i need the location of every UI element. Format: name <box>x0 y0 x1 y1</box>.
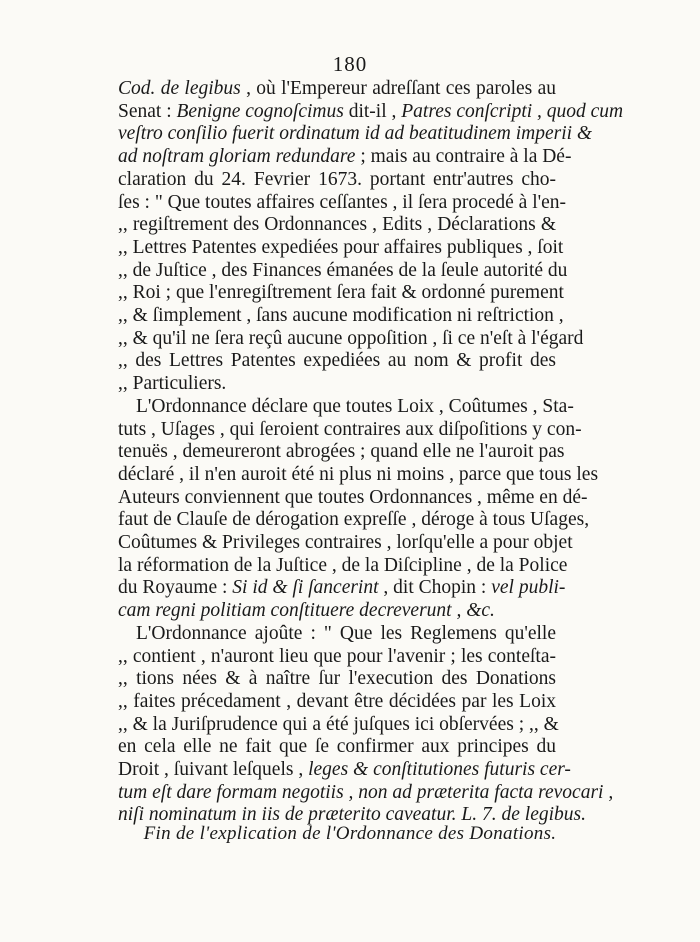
text-segment: , dit Chopin : <box>378 577 492 599</box>
latin-italic-text: Si id & ſi ſancerint <box>232 577 379 599</box>
text-line <box>118 486 588 510</box>
text-segment: ,, & ſimplement , ſans aucune modification ni reſtriction , <box>118 305 564 326</box>
text-line <box>118 191 567 215</box>
text-segment: ſes : " Que toutes affaires ceſſantes , il ſera procedé à l'en- <box>118 191 567 213</box>
text-line <box>118 599 556 623</box>
text-segment: claration du 24. Fevrier 1673. portant entr'autres cho- <box>118 168 556 190</box>
text-segment: L'Ordonnance ajoûte : " Que les Reglemens qu'elle <box>136 622 556 644</box>
latin-italic-text: Patres conſcripti , quod cum <box>401 100 624 122</box>
latin-italic-text: tum eſt dare formam negotiis , non ad præterita facta revocari , <box>118 781 614 803</box>
section-end-note: Fin de l'explication de l'Ordonnance des Donations. <box>143 823 557 844</box>
text-segment: ; mais au contraire à la Dé- <box>355 146 572 168</box>
text-line <box>118 667 556 691</box>
text-line <box>118 531 573 555</box>
text-line <box>118 168 556 192</box>
text-line <box>118 713 559 737</box>
text-segment: la réformation de la Juſtice , de la Diſcipline , de la Police <box>118 554 568 576</box>
text-line <box>118 372 556 396</box>
text-line <box>118 463 599 487</box>
text-segment: en cela elle ne fait que ſe confirmer aux principes du <box>118 736 556 758</box>
text-segment: ,, regiſtrement des Ordonnances , Edits , Déclarations & <box>118 214 556 236</box>
text-line <box>118 122 593 146</box>
text-segment: déclaré , il n'en auroit été ni plus ni moins , parce que tous les <box>118 463 599 485</box>
text-line <box>118 145 572 169</box>
text-segment: ,, tions nées & à naître ſur l'execution des Donations <box>118 668 556 690</box>
latin-italic-text: Cod. de legibus <box>118 78 241 99</box>
text-line <box>118 100 624 124</box>
text-line <box>118 418 582 442</box>
text-segment: ,, Particuliers. <box>118 373 227 395</box>
text-segment: ,, & la Juriſprudence qui a été juſques ici obſervées ; ,, & <box>118 713 559 735</box>
latin-italic-text: ad noſtram gloriam redundare <box>118 146 356 168</box>
text-segment: L'Ordonnance déclare que toutes Loix , Coûtumes , Sta- <box>136 395 574 417</box>
latin-italic-text: leges & conſtitutiones futuris cer- <box>308 759 571 780</box>
text-segment: ,, Roi ; que l'enregiſtrement ſera fait & ordonné purement <box>118 282 564 304</box>
text-segment: ,, & qu'il ne ſera reçû aucune oppoſition , ſi ce n'eſt à l'égard <box>118 327 584 349</box>
text-segment: ,, de Juſtice , des Finances émanées de la ſeule autorité du <box>118 259 568 281</box>
text-segment: ,, Lettres Patentes expediées pour affaires publiques , ſoit <box>118 236 564 258</box>
text-line <box>118 758 571 782</box>
text-segment: dit-il , <box>343 100 402 122</box>
text-line <box>118 327 584 351</box>
text-segment: ,, des Lettres Patentes expediées au nom & profit des <box>118 350 556 372</box>
page-number: 180 <box>332 52 368 76</box>
text-line <box>118 259 568 283</box>
text-line <box>136 622 556 646</box>
text-line <box>118 281 564 305</box>
text-segment: tenuës , demeureront abrogées ; quand elle ne l'auroit pas <box>118 441 565 463</box>
text-line <box>118 440 565 464</box>
text-segment: faut de Clauſe de dérogation expreſſe , déroge à tous Uſages, <box>118 509 590 531</box>
text-segment: Droit , ſuivant leſquels , <box>118 759 309 780</box>
text-line <box>118 735 556 759</box>
latin-italic-text: vel publi- <box>491 577 566 599</box>
text-segment: ,, contient , n'auront lieu que pour l'avenir ; les conteſta- <box>118 645 556 667</box>
text-segment: du Royaume : <box>118 577 233 599</box>
text-line <box>136 395 574 419</box>
text-line <box>118 508 590 532</box>
latin-italic-text: veſtro conſilio fuerit ordinatum id ad beatitudinem imperii & <box>118 123 593 145</box>
text-line <box>118 554 568 578</box>
latin-italic-text: niſi nominatum in iis de præterito caveatur. L. 7. de legibus. <box>118 804 586 826</box>
text-line <box>118 690 556 714</box>
text-segment: tuts , Uſages , qui ſeroient contraires aux diſpoſitions y con- <box>118 418 582 440</box>
text-line <box>118 349 556 373</box>
latin-italic-text: cam regni politiam conſtituere decreverunt , &c. <box>118 600 495 622</box>
text-line <box>118 645 556 669</box>
text-line <box>118 213 556 237</box>
text-line <box>118 304 564 328</box>
text-segment: Coûtumes & Privileges contraires , lorſqu'elle a pour objet <box>118 532 573 553</box>
text-line <box>118 77 556 101</box>
text-segment: , où l'Empereur adreſſant ces paroles au <box>240 78 556 99</box>
text-line <box>118 236 564 260</box>
text-segment: ,, faites précedament , devant être décidées par les Loix <box>118 690 556 712</box>
text-line <box>118 576 566 600</box>
text-segment: Auteurs conviennent que toutes Ordonnances , même en dé- <box>118 486 588 508</box>
text-segment: Senat : <box>118 100 177 122</box>
latin-italic-text: Benigne cognoſcimus <box>176 100 344 122</box>
text-line <box>118 781 614 805</box>
